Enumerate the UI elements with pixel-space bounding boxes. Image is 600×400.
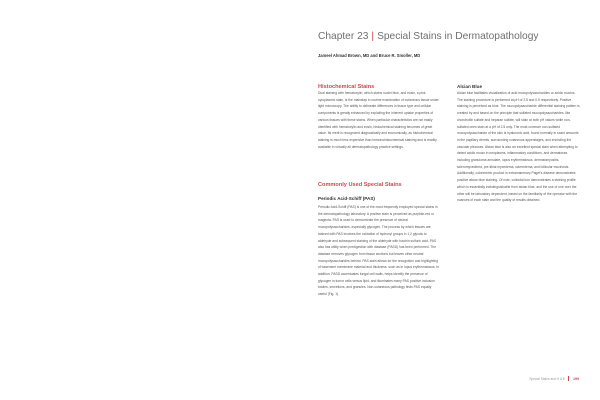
page-number: 199 — [573, 376, 579, 381]
chapter-separator: | — [371, 31, 375, 42]
chapter-label: Chapter 23 — [318, 31, 369, 42]
chapter-title — [318, 31, 538, 42]
histochemical-stains-heading: Histochemical Stains — [318, 84, 375, 90]
authors: Jameel Ahmad Brown, MD and Bruce R. Smoller, MD — [318, 53, 421, 58]
alcian-blue-heading: Alcian Blue — [457, 84, 483, 89]
alcian-blue-paragraph: Alcian blue facilitates visualization of acid mucopolysaccharides or acidic mucins. The staining procedure is performed at pH of 2.5 and 0.5 respectively. Positive staining is perceived as blue. The mucopolysaccharide differential staining pattern is created by and based on the principle that sulfated mucopolysaccharides, like chondroitin sulfate and heparan sulfate, will stain at both pH values while non-sulfated ones stain at a pH of 2.5 only. The most common non-sulfated mucopolysaccharide of the skin is hyaluronic acid, found normally in scant amounts in the papillary dermis, surrounding cutaneous appendages, and encircling the vascular plexuses. Alcian blue is also an excellent special stain when attempting to detect acidic mucin in neoplasms, inflammatory conditions, and dermatoses including granuloma annulare, lupus erythematosus, dermatomyositis, scleromyxedema, pre-tibial myxedema, scleredema, and follicular mucinosis. Additionally, colorimetric product in extramammary Paget's disease demonstrates positive alcian blue staining. Of note, colloidal iron demonstrates a staining profile which is essentially indistinguishable from alcian blue, and the use of one over the other will be laboratory dependent, based on the familiarity of the operator with the nuances of each stain and the quality of results obtained. — [457, 91, 580, 203]
running-head: Special Stains and H & E — [529, 376, 565, 381]
commonly-used-stains-heading: Commonly Used Special Stains — [318, 182, 402, 188]
pas-paragraph: Periodic Acid-Schiff (PAS) is one of the most frequently employed special stains in the dermatopathology laboratory. A positive stain is perceived as purplish-red or magenta. PAS is used to demonstrate the presence of neutral mucopolysaccharides, especially glycogen. The process by which tissues are stained with PAS involves the oxidation of hydroxyl groups in 1,2 glycols to aldehyde and subsequent staining of the aldehyde with fuschin sulfuric acid. PAS also has utility when predigestion with diastase (PASD) has been performed. The diastase removes glycogen from tissue sections but leaves other neutral mucopolysaccharides behind. PAS stain allows for the recognition and highlighting of basement membrane material and thickness, such as in lupus erythematosus. In addition, PASD accentuates fungal cell walls, helps identify the presence of glycogen in tumor cells versus lipid, and illuminates many PAS positive inclusion bodies, secretions, and granules. Non-cutaneous pathology finds PAS equally useful (Fig. 1). — [318, 205, 440, 297]
histochemical-stains-paragraph: Dual staining with hematoxylin, which stains nuclei blue, and eosin, a pink cytoplasmic stain, is the mainstay in routine examination of cutaneous tissue under light microscopy. The ability to delineate differences in tissue type and cellular components is greatly enhanced by exploiting the inherent uptake properties of various tissues with these stains. When particular characteristics are not easily identified with hematoxylin and eosin, histochemical staining becomes of great value. Its merit is recognized diagnostically and economically, as histochemical staining is much less expensive than immunohistochemical staining and is readily available in virtually all dermatopathology practice settings. — [318, 91, 439, 149]
chapter-name: Special Stains in Dermatopathology — [377, 31, 539, 42]
pas-heading: Periodic Acid-Schiff (PAS) — [318, 196, 375, 201]
page-footer — [529, 376, 579, 381]
footer-divider — [568, 376, 569, 381]
